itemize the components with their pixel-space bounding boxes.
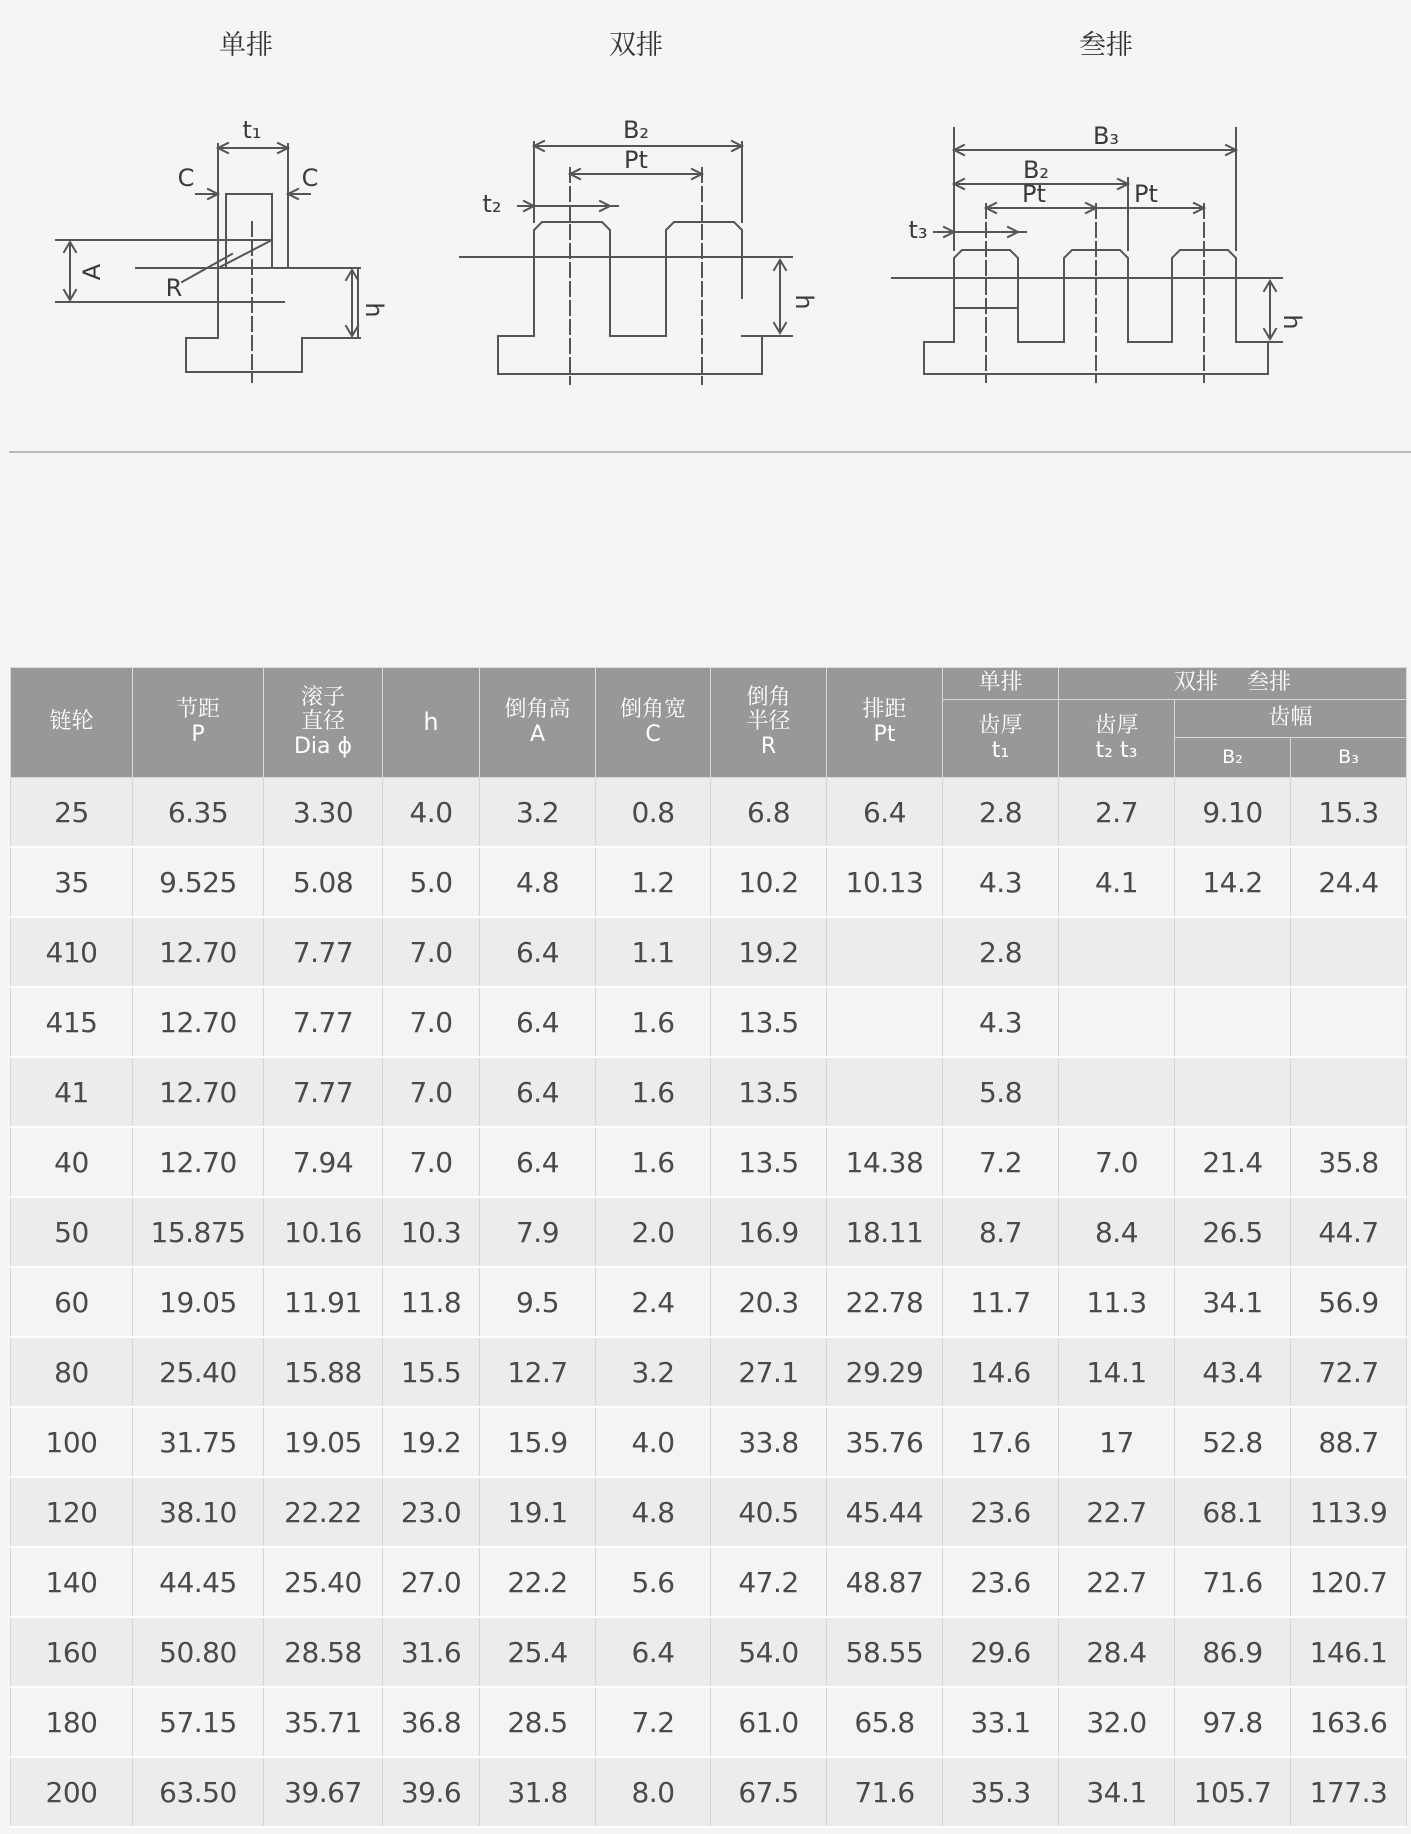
cell-chamfer-radius: 61.0 bbox=[711, 1687, 827, 1757]
table-row bbox=[11, 847, 1407, 917]
cell-t2t3 bbox=[1059, 917, 1175, 987]
cell-b2: 68.1 bbox=[1175, 1477, 1291, 1547]
cell-roller-diameter: 28.58 bbox=[264, 1617, 383, 1687]
cell-h: 7.0 bbox=[383, 1127, 480, 1197]
cell-pitch: 44.45 bbox=[133, 1547, 264, 1617]
cell-b2: 14.2 bbox=[1175, 847, 1291, 917]
cell-pitch: 15.875 bbox=[133, 1197, 264, 1267]
cell-b3: 35.8 bbox=[1291, 1127, 1407, 1197]
table-row bbox=[11, 1547, 1407, 1617]
cell-pitch: 50.80 bbox=[133, 1617, 264, 1687]
cell-b2: 21.4 bbox=[1175, 1127, 1291, 1197]
cell-chamfer-radius: 40.5 bbox=[711, 1477, 827, 1547]
cell-chamfer-width: 5.6 bbox=[596, 1547, 711, 1617]
cell-chamfer-height: 6.4 bbox=[480, 1057, 596, 1127]
cell-chamfer-radius: 27.1 bbox=[711, 1337, 827, 1407]
cell-h: 4.0 bbox=[383, 778, 480, 848]
cell-chamfer-radius: 67.5 bbox=[711, 1757, 827, 1827]
cell-b2: 26.5 bbox=[1175, 1197, 1291, 1267]
cell-b2 bbox=[1175, 1057, 1291, 1127]
cell-b2: 52.8 bbox=[1175, 1407, 1291, 1477]
header-chamfer-radius: 倒角 半径 R bbox=[711, 668, 827, 778]
cell-b3: 88.7 bbox=[1291, 1407, 1407, 1477]
table-row bbox=[11, 1407, 1407, 1477]
cell-roller-diameter: 35.71 bbox=[264, 1687, 383, 1757]
tooth-profile-svg bbox=[0, 0, 1411, 460]
table-row bbox=[11, 1477, 1407, 1547]
header-b3: B₃ bbox=[1291, 738, 1407, 778]
cell-t1: 33.1 bbox=[943, 1687, 1059, 1757]
header-h: h bbox=[383, 668, 480, 778]
cell-chamfer-width: 1.6 bbox=[596, 1057, 711, 1127]
cell-t2t3: 7.0 bbox=[1059, 1127, 1175, 1197]
cell-roller-diameter: 7.77 bbox=[264, 987, 383, 1057]
cell-b3 bbox=[1291, 917, 1407, 987]
cell-pitch: 25.40 bbox=[133, 1337, 264, 1407]
cell-h: 15.5 bbox=[383, 1337, 480, 1407]
cell-roller-diameter: 7.77 bbox=[264, 1057, 383, 1127]
cell-pitch: 12.70 bbox=[133, 1127, 264, 1197]
cell-chamfer-height: 15.9 bbox=[480, 1407, 596, 1477]
cell-b2: 105.7 bbox=[1175, 1757, 1291, 1827]
table-row bbox=[11, 1337, 1407, 1407]
cell-b3 bbox=[1291, 987, 1407, 1057]
cell-pitch: 63.50 bbox=[133, 1757, 264, 1827]
cell-chamfer-radius: 20.3 bbox=[711, 1267, 827, 1337]
cell-sprocket: 35 bbox=[11, 847, 133, 917]
triple-row-diagram bbox=[892, 128, 1282, 382]
table-row bbox=[11, 1197, 1407, 1267]
table-row bbox=[11, 1757, 1407, 1827]
cell-pitch: 12.70 bbox=[133, 1057, 264, 1127]
spec-table-body bbox=[11, 778, 1407, 1828]
cell-h: 31.6 bbox=[383, 1617, 480, 1687]
cell-roller-diameter: 15.88 bbox=[264, 1337, 383, 1407]
cell-t2t3: 8.4 bbox=[1059, 1197, 1175, 1267]
cell-row-pitch: 58.55 bbox=[827, 1617, 943, 1687]
table-row bbox=[11, 917, 1407, 987]
cell-h: 10.3 bbox=[383, 1197, 480, 1267]
cell-t1: 2.8 bbox=[943, 917, 1059, 987]
cell-row-pitch: 48.87 bbox=[827, 1547, 943, 1617]
cell-t2t3: 2.7 bbox=[1059, 778, 1175, 848]
label-r: R bbox=[165, 274, 183, 302]
table-row bbox=[11, 1057, 1407, 1127]
cell-pitch: 6.35 bbox=[133, 778, 264, 848]
label-h-double: h bbox=[790, 294, 818, 310]
triple-row-title: 叁排 bbox=[1079, 30, 1133, 61]
cell-roller-diameter: 25.40 bbox=[264, 1547, 383, 1617]
cell-pitch: 57.15 bbox=[133, 1687, 264, 1757]
label-h-triple: h bbox=[1278, 314, 1306, 330]
cell-roller-diameter: 11.91 bbox=[264, 1267, 383, 1337]
cell-roller-diameter: 10.16 bbox=[264, 1197, 383, 1267]
cell-chamfer-height: 12.7 bbox=[480, 1337, 596, 1407]
label-pt-double: Pt bbox=[624, 146, 648, 174]
cell-chamfer-radius: 6.8 bbox=[711, 778, 827, 848]
cell-pitch: 12.70 bbox=[133, 987, 264, 1057]
cell-chamfer-width: 6.4 bbox=[596, 1617, 711, 1687]
cell-row-pitch: 18.11 bbox=[827, 1197, 943, 1267]
label-c-left: C bbox=[177, 164, 195, 192]
cell-b2: 97.8 bbox=[1175, 1687, 1291, 1757]
cell-chamfer-height: 9.5 bbox=[480, 1267, 596, 1337]
cell-row-pitch: 6.4 bbox=[827, 778, 943, 848]
header-chamfer-height: 倒角高 A bbox=[480, 668, 596, 778]
cell-t2t3: 14.1 bbox=[1059, 1337, 1175, 1407]
cell-chamfer-height: 3.2 bbox=[480, 778, 596, 848]
cell-t1: 17.6 bbox=[943, 1407, 1059, 1477]
cell-b3: 177.3 bbox=[1291, 1757, 1407, 1827]
cell-sprocket: 180 bbox=[11, 1687, 133, 1757]
header-tooth-width: 齿幅 bbox=[1175, 700, 1407, 738]
cell-t2t3: 22.7 bbox=[1059, 1477, 1175, 1547]
cell-pitch: 9.525 bbox=[133, 847, 264, 917]
cell-roller-diameter: 19.05 bbox=[264, 1407, 383, 1477]
cell-chamfer-width: 0.8 bbox=[596, 778, 711, 848]
header-sprocket: 链轮 bbox=[11, 668, 133, 778]
cell-t2t3: 4.1 bbox=[1059, 847, 1175, 917]
cell-b2 bbox=[1175, 917, 1291, 987]
cell-row-pitch bbox=[827, 917, 943, 987]
cell-chamfer-radius: 13.5 bbox=[711, 987, 827, 1057]
cell-h: 7.0 bbox=[383, 1057, 480, 1127]
sprocket-spec-table bbox=[10, 667, 1407, 1828]
cell-chamfer-width: 4.8 bbox=[596, 1477, 711, 1547]
cell-sprocket: 50 bbox=[11, 1197, 133, 1267]
label-a: A bbox=[78, 263, 106, 281]
cell-chamfer-radius: 10.2 bbox=[711, 847, 827, 917]
cell-chamfer-width: 1.1 bbox=[596, 917, 711, 987]
cell-chamfer-width: 3.2 bbox=[596, 1337, 711, 1407]
cell-sprocket: 415 bbox=[11, 987, 133, 1057]
cell-t1: 29.6 bbox=[943, 1617, 1059, 1687]
table-row bbox=[11, 1127, 1407, 1197]
cell-row-pitch bbox=[827, 1057, 943, 1127]
cell-roller-diameter: 3.30 bbox=[264, 778, 383, 848]
cell-chamfer-width: 2.0 bbox=[596, 1197, 711, 1267]
cell-sprocket: 25 bbox=[11, 778, 133, 848]
cell-chamfer-height: 4.8 bbox=[480, 847, 596, 917]
cell-h: 39.6 bbox=[383, 1757, 480, 1827]
cell-h: 11.8 bbox=[383, 1267, 480, 1337]
cell-chamfer-height: 19.1 bbox=[480, 1477, 596, 1547]
cell-chamfer-width: 7.2 bbox=[596, 1687, 711, 1757]
label-b2-triple: B₂ bbox=[1022, 156, 1050, 184]
header-double-triple: 双排 叁排 bbox=[1059, 668, 1407, 700]
cell-h: 7.0 bbox=[383, 987, 480, 1057]
cell-sprocket: 410 bbox=[11, 917, 133, 987]
header-b2: B₂ bbox=[1175, 738, 1291, 778]
cell-t2t3 bbox=[1059, 1057, 1175, 1127]
cell-chamfer-width: 8.0 bbox=[596, 1757, 711, 1827]
cell-h: 27.0 bbox=[383, 1547, 480, 1617]
cell-b3: 120.7 bbox=[1291, 1547, 1407, 1617]
double-row-diagram bbox=[460, 141, 792, 384]
cell-b3: 24.4 bbox=[1291, 847, 1407, 917]
cell-b2: 34.1 bbox=[1175, 1267, 1291, 1337]
label-t3: t₃ bbox=[908, 216, 928, 244]
cell-row-pitch bbox=[827, 987, 943, 1057]
cell-t2t3: 28.4 bbox=[1059, 1617, 1175, 1687]
cell-row-pitch: 45.44 bbox=[827, 1477, 943, 1547]
cell-sprocket: 40 bbox=[11, 1127, 133, 1197]
cell-h: 19.2 bbox=[383, 1407, 480, 1477]
cell-row-pitch: 10.13 bbox=[827, 847, 943, 917]
cell-chamfer-radius: 16.9 bbox=[711, 1197, 827, 1267]
cell-b2: 71.6 bbox=[1175, 1547, 1291, 1617]
cell-pitch: 31.75 bbox=[133, 1407, 264, 1477]
cell-chamfer-width: 4.0 bbox=[596, 1407, 711, 1477]
header-roller-diameter: 滚子 直径 Dia ϕ bbox=[264, 668, 383, 778]
cell-row-pitch: 71.6 bbox=[827, 1757, 943, 1827]
cell-chamfer-height: 31.8 bbox=[480, 1757, 596, 1827]
cell-b3: 44.7 bbox=[1291, 1197, 1407, 1267]
cell-row-pitch: 65.8 bbox=[827, 1687, 943, 1757]
cell-t1: 4.3 bbox=[943, 847, 1059, 917]
cell-b2: 43.4 bbox=[1175, 1337, 1291, 1407]
cell-roller-diameter: 7.77 bbox=[264, 917, 383, 987]
cell-h: 7.0 bbox=[383, 917, 480, 987]
cell-b3: 163.6 bbox=[1291, 1687, 1407, 1757]
spec-table-container bbox=[10, 667, 1406, 1828]
label-c-right: C bbox=[301, 164, 319, 192]
cell-roller-diameter: 39.67 bbox=[264, 1757, 383, 1827]
cell-chamfer-radius: 13.5 bbox=[711, 1057, 827, 1127]
single-row-title: 单排 bbox=[219, 30, 273, 61]
cell-chamfer-radius: 47.2 bbox=[711, 1547, 827, 1617]
cell-t2t3: 17 bbox=[1059, 1407, 1175, 1477]
header-chamfer-width: 倒角宽 C bbox=[596, 668, 711, 778]
header-row-pitch: 排距 Pt bbox=[827, 668, 943, 778]
cell-sprocket: 80 bbox=[11, 1337, 133, 1407]
header-tooth-thickness-t1: 齿厚 t₁ bbox=[943, 700, 1059, 778]
tooth-profile-diagrams bbox=[0, 0, 1411, 460]
cell-chamfer-height: 22.2 bbox=[480, 1547, 596, 1617]
cell-t2t3: 22.7 bbox=[1059, 1547, 1175, 1617]
label-t1: t₁ bbox=[242, 116, 262, 144]
cell-t2t3 bbox=[1059, 987, 1175, 1057]
cell-chamfer-width: 2.4 bbox=[596, 1267, 711, 1337]
cell-roller-diameter: 5.08 bbox=[264, 847, 383, 917]
cell-chamfer-height: 7.9 bbox=[480, 1197, 596, 1267]
cell-sprocket: 60 bbox=[11, 1267, 133, 1337]
table-row bbox=[11, 1687, 1407, 1757]
cell-sprocket: 100 bbox=[11, 1407, 133, 1477]
section-divider bbox=[9, 451, 1411, 453]
cell-chamfer-width: 1.6 bbox=[596, 1127, 711, 1197]
cell-b2: 9.10 bbox=[1175, 778, 1291, 848]
cell-pitch: 12.70 bbox=[133, 917, 264, 987]
table-row bbox=[11, 987, 1407, 1057]
cell-b3: 72.7 bbox=[1291, 1337, 1407, 1407]
cell-h: 5.0 bbox=[383, 847, 480, 917]
cell-t1: 23.6 bbox=[943, 1547, 1059, 1617]
cell-t1: 14.6 bbox=[943, 1337, 1059, 1407]
cell-sprocket: 160 bbox=[11, 1617, 133, 1687]
cell-sprocket: 140 bbox=[11, 1547, 133, 1617]
cell-chamfer-radius: 19.2 bbox=[711, 917, 827, 987]
cell-t1: 23.6 bbox=[943, 1477, 1059, 1547]
cell-sprocket: 41 bbox=[11, 1057, 133, 1127]
cell-chamfer-height: 25.4 bbox=[480, 1617, 596, 1687]
cell-t1: 2.8 bbox=[943, 778, 1059, 848]
cell-t1: 7.2 bbox=[943, 1127, 1059, 1197]
cell-h: 36.8 bbox=[383, 1687, 480, 1757]
cell-t1: 8.7 bbox=[943, 1197, 1059, 1267]
cell-b3: 56.9 bbox=[1291, 1267, 1407, 1337]
cell-t2t3: 34.1 bbox=[1059, 1757, 1175, 1827]
label-h-single: h bbox=[360, 302, 388, 318]
label-pt-triple-2: Pt bbox=[1134, 180, 1158, 208]
cell-t1: 35.3 bbox=[943, 1757, 1059, 1827]
label-pt-triple-1: Pt bbox=[1022, 180, 1046, 208]
cell-b2 bbox=[1175, 987, 1291, 1057]
label-b3: B₃ bbox=[1092, 122, 1120, 150]
cell-roller-diameter: 7.94 bbox=[264, 1127, 383, 1197]
cell-b3: 146.1 bbox=[1291, 1617, 1407, 1687]
header-single-row: 单排 bbox=[943, 668, 1059, 700]
cell-chamfer-height: 28.5 bbox=[480, 1687, 596, 1757]
cell-chamfer-radius: 13.5 bbox=[711, 1127, 827, 1197]
cell-row-pitch: 22.78 bbox=[827, 1267, 943, 1337]
cell-chamfer-height: 6.4 bbox=[480, 917, 596, 987]
cell-chamfer-width: 1.2 bbox=[596, 847, 711, 917]
cell-b3 bbox=[1291, 1057, 1407, 1127]
cell-t2t3: 11.3 bbox=[1059, 1267, 1175, 1337]
cell-row-pitch: 35.76 bbox=[827, 1407, 943, 1477]
cell-t1: 4.3 bbox=[943, 987, 1059, 1057]
cell-chamfer-height: 6.4 bbox=[480, 1127, 596, 1197]
cell-b2: 86.9 bbox=[1175, 1617, 1291, 1687]
table-row bbox=[11, 1617, 1407, 1687]
cell-chamfer-width: 1.6 bbox=[596, 987, 711, 1057]
label-b2-double: B₂ bbox=[622, 116, 650, 144]
cell-b3: 15.3 bbox=[1291, 778, 1407, 848]
cell-b3: 113.9 bbox=[1291, 1477, 1407, 1547]
cell-t2t3: 32.0 bbox=[1059, 1687, 1175, 1757]
cell-roller-diameter: 22.22 bbox=[264, 1477, 383, 1547]
cell-pitch: 19.05 bbox=[133, 1267, 264, 1337]
cell-t1: 5.8 bbox=[943, 1057, 1059, 1127]
cell-sprocket: 200 bbox=[11, 1757, 133, 1827]
header-tooth-thickness-t2t3: 齿厚 t₂ t₃ bbox=[1059, 700, 1175, 778]
table-row bbox=[11, 778, 1407, 848]
cell-sprocket: 120 bbox=[11, 1477, 133, 1547]
cell-row-pitch: 14.38 bbox=[827, 1127, 943, 1197]
cell-chamfer-radius: 54.0 bbox=[711, 1617, 827, 1687]
cell-t1: 11.7 bbox=[943, 1267, 1059, 1337]
cell-chamfer-height: 6.4 bbox=[480, 987, 596, 1057]
cell-chamfer-radius: 33.8 bbox=[711, 1407, 827, 1477]
label-t2: t₂ bbox=[482, 190, 502, 218]
double-row-title: 双排 bbox=[609, 30, 663, 61]
cell-h: 23.0 bbox=[383, 1477, 480, 1547]
header-pitch: 节距 P bbox=[133, 668, 264, 778]
table-row bbox=[11, 1267, 1407, 1337]
cell-pitch: 38.10 bbox=[133, 1477, 264, 1547]
cell-row-pitch: 29.29 bbox=[827, 1337, 943, 1407]
